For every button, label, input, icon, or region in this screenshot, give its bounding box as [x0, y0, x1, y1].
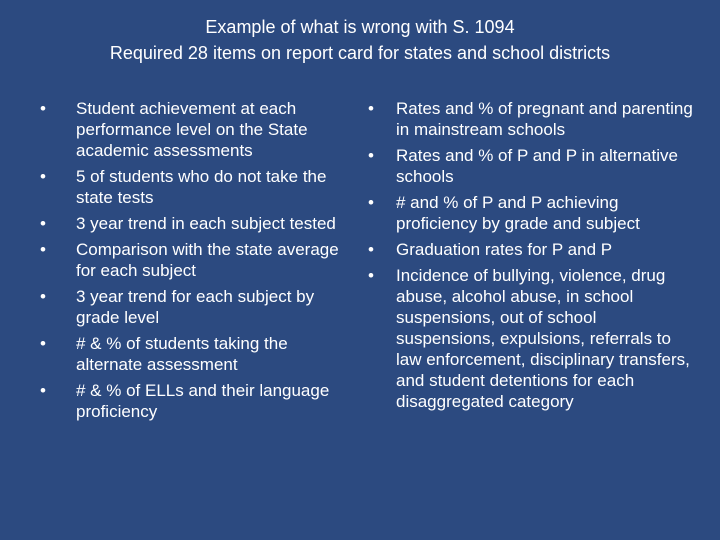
- bullet-icon: •: [40, 214, 46, 233]
- bullet-icon: •: [40, 381, 46, 400]
- list-item: [34, 239, 354, 281]
- list-item: [34, 286, 354, 328]
- bullet-icon: •: [368, 99, 374, 118]
- bullet-icon: •: [40, 240, 46, 259]
- list-item-text: Rates and % of pregnant and parenting in mainstream schools: [396, 99, 693, 139]
- list-item: [364, 98, 694, 140]
- bullet-icon: •: [40, 99, 46, 118]
- list-item-text: Rates and % of P and P in alternative schools: [396, 146, 678, 186]
- list-item: [34, 380, 354, 422]
- bullet-icon: •: [368, 266, 374, 285]
- list-item: [364, 145, 694, 187]
- list-item: [364, 265, 694, 412]
- list-item-text: Incidence of bullying, violence, drug abuse, alcohol abuse, in school suspensions, out of school suspensions, expulsions, referrals to law enforcement, disciplinary transfers, and student detentions for each disaggregated category: [396, 266, 690, 411]
- bullet-icon: •: [368, 240, 374, 259]
- title-line-1: Example of what is wrong with S. 1094: [205, 17, 515, 37]
- bullet-icon: •: [368, 146, 374, 165]
- list-item-text: Comparison with the state average for each subject: [76, 240, 339, 280]
- bullet-icon: •: [368, 193, 374, 212]
- list-item: [34, 333, 354, 375]
- list-item-text: 3 year trend in each subject tested: [76, 214, 336, 233]
- bullet-icon: •: [40, 167, 46, 186]
- list-item: [34, 98, 354, 161]
- bullet-icon: •: [40, 287, 46, 306]
- list-item: [364, 239, 694, 260]
- bullet-icon: •: [40, 334, 46, 353]
- list-item-text: # & % of ELLs and their language proficiency: [76, 381, 330, 421]
- list-item: [34, 166, 354, 208]
- list-item-text: Student achievement at each performance level on the State academic assessments: [76, 99, 308, 160]
- list-item-text: # & % of students taking the alternate assessment: [76, 334, 288, 374]
- left-bullet-list: [34, 98, 354, 427]
- list-item-text: 3 year trend for each subject by grade level: [76, 287, 315, 327]
- list-item: [364, 192, 694, 234]
- title-line-2: Required 28 items on report card for states and school districts: [109, 43, 611, 63]
- slide-title: [20, 14, 700, 66]
- right-bullet-list: [364, 98, 694, 417]
- list-item-text: # and % of P and P achieving proficiency by grade and subject: [396, 193, 640, 233]
- list-item-text: 5 of students who do not take the state tests: [76, 167, 327, 207]
- list-item-text: Graduation rates for P and P: [396, 240, 613, 259]
- list-item: [34, 213, 354, 234]
